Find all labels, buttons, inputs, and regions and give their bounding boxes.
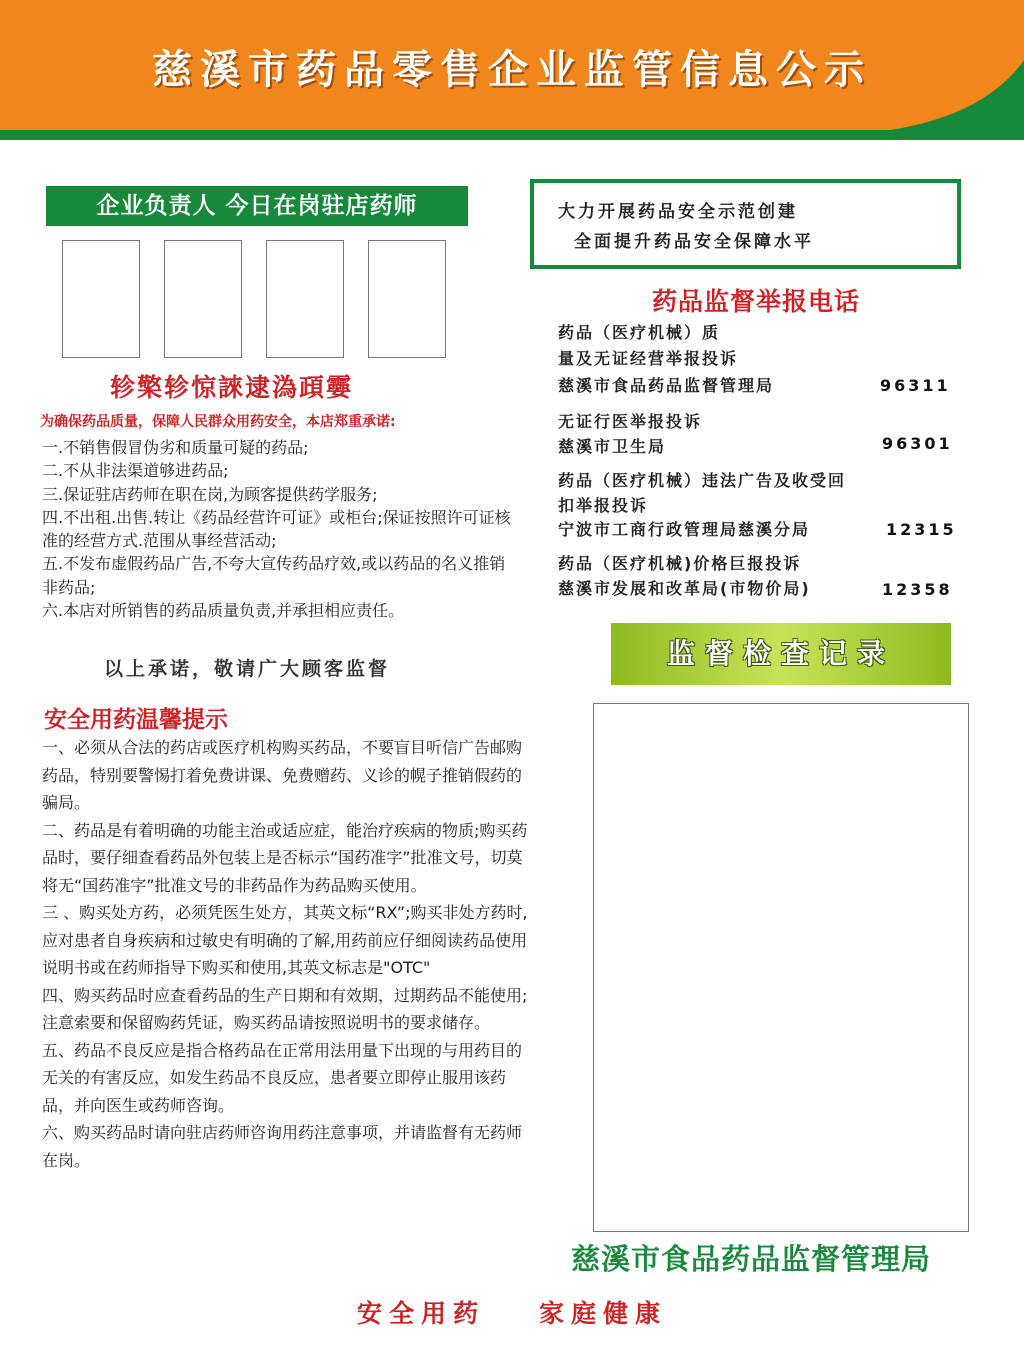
pledge-closing: 以上承诺，敬请广大顾客监督 xyxy=(104,658,391,680)
report-entry-line: 慈溪市食品药品监督管理局 xyxy=(558,376,775,395)
record-box xyxy=(593,703,969,1232)
slogan-line: 全面提升药品安全保障水平 xyxy=(574,232,814,252)
report-entry-line: 慈溪市发展和改革局(市物价局) xyxy=(558,579,811,598)
tip-paragraph: 三 、购买处方药，必须凭医生处方，其英文标“RX”;购买非处方药时,应对患者自身疾病和过敏史有明确的了解,用药前应仔细阅读药品使用说明书或在药师指导下购买和使用,其英文标志是"OTC" xyxy=(42,903,528,977)
pledge-item: 一.不销售假冒伪劣和质量可疑的药品; xyxy=(42,438,309,457)
pledge-item: 二.不从非法渠道够进药品; xyxy=(42,461,229,481)
pledge-item: 六.本店对所销售的药品质量负责,并承担相应责任。 xyxy=(42,601,405,621)
staff-photo xyxy=(368,240,446,358)
tip-paragraph: 六、购买药品时请向驻店药师咨询用药注意事项，并请监督有无药师在岗。 xyxy=(42,1123,523,1170)
report-title: 药品监督举报电话 xyxy=(652,287,861,316)
pledge-item: 四.不出租.出售.转让《药品经营许可证》或柜台;保证按照许可证核准的经营方式.范围从事经营活动; xyxy=(42,507,511,551)
pledge-list xyxy=(42,436,520,622)
footer-slogan xyxy=(0,1294,1024,1330)
tip-paragraph: 二、药品是有着明确的功能主治或适应症，能治疗疾病的物质;购买药品时，要仔细查看药品外包装上是否标示“国药准字”批准文号，切莫将无“国药准字”批准文号的非药品作为药品购买使用。 xyxy=(42,820,528,895)
staff-photo xyxy=(62,240,140,358)
tip-paragraph: 五、药品不良反应是指合格药品在正常用法用量下出现的与用药目的无关的有害反应，如发生药品不良反应，患者要立即停止服用该药品，并向医生或药师咨询。 xyxy=(42,1040,523,1115)
record-tab: 监督检查记录 xyxy=(611,623,951,685)
report-phone: 12358 xyxy=(882,580,953,599)
report-entry-line: 药品（医疗机械）违法广告及收受回 xyxy=(558,471,847,490)
pledge-item: 五.不发布虚假药品广告,不夸大宣传药品疗效,或以药品的名义推销非药品; xyxy=(42,554,506,597)
page-title: 慈溪市药品零售企业监管信息公示 xyxy=(152,46,872,93)
report-entry-line: 慈溪市卫生局 xyxy=(558,437,667,456)
staff-tab: 企业负责人 今日在岗驻店药师 xyxy=(46,186,468,226)
staff-photo xyxy=(164,240,242,358)
report-entry-line: 药品（医疗机械）质 xyxy=(558,323,721,342)
slogan-box xyxy=(530,179,961,269)
report-phone: 96311 xyxy=(880,376,951,395)
header-banner xyxy=(0,0,1024,140)
report-phone: 96301 xyxy=(882,434,953,453)
tip-paragraph: 四、购买药品时应查看药品的生产日期和有效期，过期药品不能使用;注意索要和保留购药凭证，购买药品请按照说明书的要求储存。 xyxy=(42,985,528,1032)
pledge-item: 三.保证驻店药师在职在岗,为顾客提供药学服务; xyxy=(42,484,378,504)
report-entry-line: 宁波市工商行政管理局慈溪分局 xyxy=(558,520,811,539)
report-entry-line: 药品（医疗机械)价格巨报投诉 xyxy=(558,554,802,573)
footer-slogan-right: 家庭健康 xyxy=(539,1299,668,1328)
tips-title: 安全用药温馨提示 xyxy=(44,707,228,733)
report-entry-line: 扣举报投诉 xyxy=(558,496,649,515)
report-entry-line: 无证行医举报投诉 xyxy=(558,412,703,431)
footer-slogan-left: 安全用药 xyxy=(356,1299,485,1328)
tips-body xyxy=(42,734,534,1174)
staff-photo xyxy=(266,240,344,358)
report-entry-line: 量及无证经营举报投诉 xyxy=(558,349,739,368)
slogan-line: 大力开展药品安全示范创建 xyxy=(558,202,798,222)
authority-name: 慈溪市食品药品监督管理局 xyxy=(571,1242,932,1276)
staff-caption: 轸檠轸惊誺逮溈頙孁 xyxy=(110,373,354,402)
tip-paragraph: 一、必须从合法的药店或医疗机构购买药品，不要盲目听信广告邮购药品，特别要警惕打着免费讲课、免费赠药、义诊的幌子推销假药的骗局。 xyxy=(42,738,523,812)
pledge-intro: 为确保药品质量，保障人民群众用药安全，本店郑重承诺: xyxy=(40,414,396,430)
report-phone: 12315 xyxy=(886,520,957,539)
